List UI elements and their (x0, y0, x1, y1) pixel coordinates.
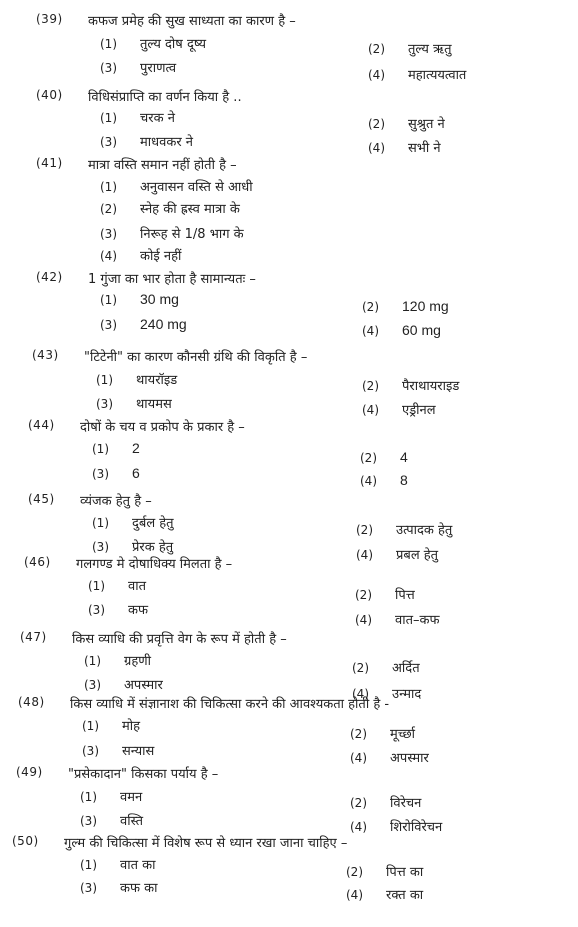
option-text: कफ का (120, 881, 158, 896)
question-number: (43) (32, 348, 59, 362)
option-number: (3) (100, 135, 117, 149)
question-number: (45) (28, 492, 55, 506)
option-1 (100, 291, 179, 308)
option-text: थायरॉइड (136, 373, 178, 388)
option-text: कोई नहीं (140, 249, 182, 264)
option-1 (82, 716, 140, 734)
option-2 (362, 298, 449, 315)
option-number: (2) (368, 42, 385, 56)
option-text: पित्त (395, 588, 415, 603)
option-1 (80, 855, 156, 873)
question-text: विधिसंप्राप्ति का वर्णन किया है .. (88, 90, 242, 105)
option-4 (350, 817, 442, 835)
option-number: (2) (350, 796, 367, 810)
option-number: (3) (88, 603, 105, 617)
option-text: मोह (122, 719, 141, 734)
option-text: शिरोविरेचन (390, 820, 443, 835)
option-number: (2) (355, 588, 372, 602)
option-1 (100, 177, 253, 195)
option-number: (3) (80, 814, 97, 828)
question-text: व्यंजक हेतु है – (80, 494, 152, 509)
option-number: (2) (100, 202, 117, 216)
option-text: रक्त का (386, 888, 424, 903)
option-text: सन्यास (122, 744, 155, 759)
option-text: सभी ने (408, 141, 441, 156)
option-number: (4) (350, 751, 367, 765)
option-4 (355, 610, 440, 628)
option-text: माधवकर ने (140, 135, 194, 150)
option-2 (360, 449, 408, 466)
option-number: (1) (100, 111, 117, 125)
option-number: (2) (362, 300, 379, 314)
option-number: (4) (362, 324, 379, 338)
option-number: (1) (92, 516, 109, 530)
option-text: वस्ति (120, 814, 144, 829)
question-text: कफज प्रमेह की सुख साध्यता का कारण है – (88, 14, 296, 29)
option-number: (3) (82, 744, 99, 758)
option-3 (92, 537, 173, 555)
option-number: (1) (100, 37, 117, 51)
option-number: (1) (80, 858, 97, 872)
option-text: अनुवासन वस्ति से आधी (140, 180, 253, 195)
option-text: 2 (132, 440, 140, 456)
option-text: मूर्च्छा (390, 727, 416, 742)
option-number: (2) (360, 451, 377, 465)
option-number: (3) (100, 61, 117, 75)
question-text: दोषों के चय व प्रकोप के प्रकार है – (80, 420, 245, 435)
option-number: (1) (80, 790, 97, 804)
option-text: दुर्बल हेतु (132, 516, 174, 531)
option-text: उत्पादक हेतु (396, 523, 453, 538)
option-text: अपस्मार (124, 678, 163, 693)
question-number: (39) (36, 12, 63, 26)
option-4 (362, 400, 436, 418)
option-number: (2) (362, 379, 379, 393)
question-number: (50) (12, 834, 39, 848)
question-text: गुल्म की चिकित्सा में विशेष रूप से ध्यान रखा जाना चाहिए – (64, 836, 348, 851)
option-text: कफ (128, 603, 149, 618)
option-4 (362, 322, 441, 339)
question-text: किस व्याधि की प्रवृत्ति वेग के रूप में होती है – (72, 632, 287, 647)
option-text: 6 (132, 465, 140, 481)
option-3 (80, 811, 143, 829)
option-text: तुल्य ऋतु (408, 42, 452, 57)
option-text: पैराथायराइड (402, 379, 460, 394)
option-3 (100, 316, 187, 333)
option-3 (100, 224, 244, 242)
option-4 (368, 65, 466, 83)
option-number: (1) (84, 654, 101, 668)
option-4 (360, 472, 408, 489)
option-text: 4 (400, 449, 408, 465)
option-text: तुल्य दोष दूष्य (140, 37, 206, 52)
option-text: स्नेह की ह्रस्व मात्रा के (140, 202, 240, 217)
question-number: (44) (28, 418, 55, 432)
option-2 (368, 39, 452, 57)
question-number: (46) (24, 555, 51, 569)
question-number: (42) (36, 270, 63, 284)
option-number: (1) (100, 293, 117, 307)
option-3 (100, 132, 193, 150)
option-1 (80, 787, 142, 805)
option-text: पुराणत्व (140, 61, 177, 76)
option-3 (88, 600, 148, 618)
option-number: (2) (350, 727, 367, 741)
option-text: थायमस (136, 397, 172, 412)
question-number: (48) (18, 695, 45, 709)
option-number: (2) (368, 117, 385, 131)
option-text: ग्रहणी (124, 654, 152, 669)
option-text: उन्माद (392, 687, 422, 702)
option-number: (4) (346, 888, 363, 902)
option-4 (368, 138, 441, 156)
option-text: वात (128, 579, 147, 594)
option-1 (100, 34, 206, 52)
option-number: (4) (352, 687, 369, 701)
option-number: (3) (92, 467, 109, 481)
question-text: 1 गुंजा का भार होता है सामान्यतः – (88, 272, 256, 287)
option-text: अपस्मार (390, 751, 429, 766)
question-number: (49) (16, 765, 43, 779)
option-2 (362, 376, 459, 394)
question-text: "टिटेनी" का कारण कौनसी ग्रंथि की विकृति है – (84, 350, 308, 365)
option-number: (3) (100, 318, 117, 332)
option-number: (4) (100, 249, 117, 263)
option-text: 60 mg (402, 322, 441, 338)
option-text: प्रेरक हेतु (132, 540, 174, 555)
option-2 (350, 724, 415, 742)
option-text: वात का (120, 858, 156, 873)
option-2 (368, 114, 445, 132)
option-number: (2) (356, 523, 373, 537)
option-1 (92, 440, 140, 457)
option-1 (96, 370, 177, 388)
option-4 (350, 748, 429, 766)
option-1 (84, 651, 151, 669)
option-3 (92, 465, 140, 482)
option-number: (4) (360, 474, 377, 488)
option-number: (4) (355, 613, 372, 627)
question-text: गलगण्ड मे दोषाधिक्य मिलता है – (76, 557, 233, 572)
option-3 (84, 675, 163, 693)
option-number: (3) (96, 397, 113, 411)
option-text: एड्रीनल (402, 403, 436, 418)
option-text: पित्त का (386, 865, 424, 880)
question-number: (40) (36, 88, 63, 102)
option-text: वात–कफ (395, 613, 440, 628)
option-3 (82, 741, 154, 759)
option-4 (100, 246, 181, 264)
option-2 (350, 793, 421, 811)
option-3 (100, 58, 176, 76)
option-number: (1) (92, 442, 109, 456)
option-text: निरूह से 1/8 भाग के (140, 227, 244, 242)
option-number: (1) (100, 180, 117, 194)
option-4 (346, 885, 423, 903)
option-1 (100, 108, 175, 126)
option-2 (100, 199, 240, 217)
option-text: महात्ययत्वात (408, 68, 467, 83)
option-text: चरक ने (140, 111, 175, 126)
option-text: विरेचन (390, 796, 422, 811)
option-2 (352, 658, 420, 676)
option-2 (346, 862, 423, 880)
option-number: (2) (346, 865, 363, 879)
option-text: 240 mg (140, 316, 187, 332)
question-number: (41) (36, 156, 63, 170)
option-number: (1) (82, 719, 99, 733)
option-3 (96, 394, 172, 412)
option-text: सुश्रुत ने (408, 117, 445, 132)
option-number: (3) (92, 540, 109, 554)
option-number: (4) (350, 820, 367, 834)
option-number: (4) (368, 141, 385, 155)
option-3 (80, 878, 158, 896)
option-text: 120 mg (402, 298, 449, 314)
option-2 (356, 520, 452, 538)
option-text: 8 (400, 472, 408, 488)
question-number: (47) (20, 630, 47, 644)
option-text: 30 mg (140, 291, 179, 307)
question-text: किस व्याधि में संज्ञानाश की चिकित्सा करने की आवश्यकता होती है - (70, 697, 390, 712)
option-1 (92, 513, 174, 531)
option-2 (355, 585, 415, 603)
option-number: (1) (88, 579, 105, 593)
option-number: (4) (356, 548, 373, 562)
option-text: वमन (120, 790, 143, 805)
option-1 (88, 576, 146, 594)
option-4 (356, 545, 438, 563)
option-number: (4) (368, 68, 385, 82)
option-number: (4) (362, 403, 379, 417)
option-number: (3) (100, 227, 117, 241)
option-number: (3) (80, 881, 97, 895)
option-text: प्रबल हेतु (396, 548, 439, 563)
option-number: (1) (96, 373, 113, 387)
option-number: (3) (84, 678, 101, 692)
option-number: (2) (352, 661, 369, 675)
option-text: अर्दित (392, 661, 420, 676)
question-text: मात्रा वस्ति समान नहीं होती है – (88, 158, 237, 173)
question-text: "प्रसेकादान" किसका पर्याय है – (68, 767, 219, 782)
